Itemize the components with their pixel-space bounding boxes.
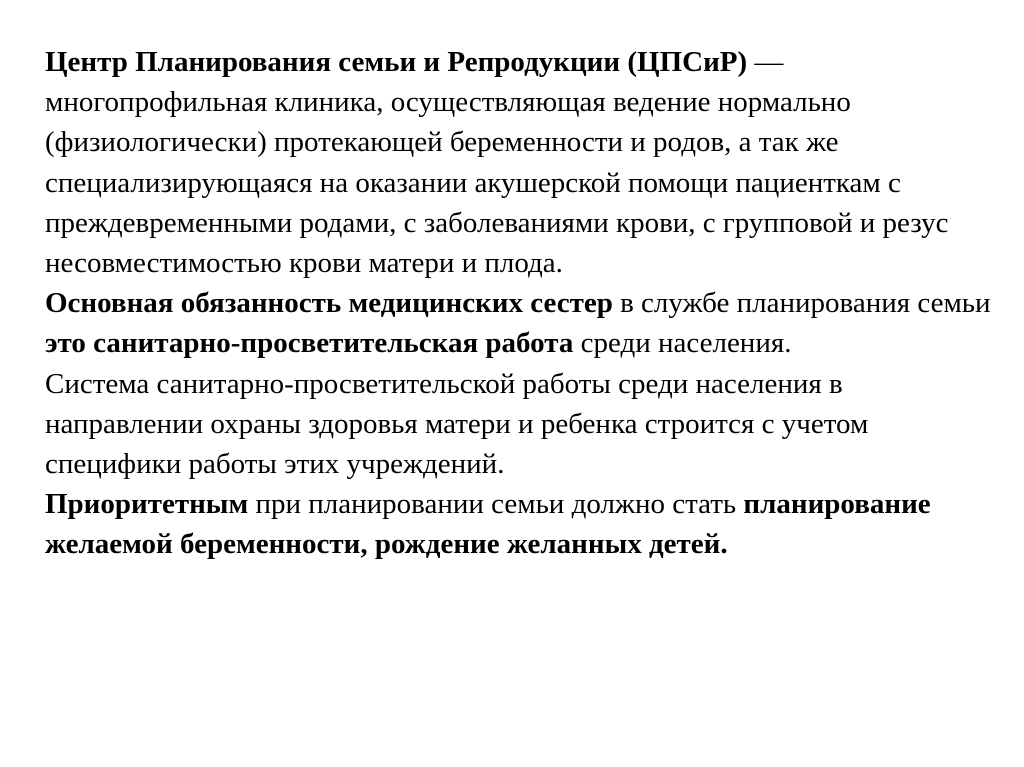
paragraph-priority <box>45 484 995 564</box>
nurse-duty-text-end: среди населения. <box>573 327 792 360</box>
paragraph-education-system <box>45 364 995 485</box>
clinic-name: Центр Планирования семьи и Репродукции (ЦПСиР) <box>45 46 748 78</box>
priority-text: при планировании семьи должно стать <box>248 488 744 521</box>
paragraph-clinic-description <box>45 42 995 283</box>
nurse-duty-emphasis: это санитарно-просветительская работа <box>45 327 574 360</box>
priority-emphasis: планирование желаемой беременности, рождение желанных детей. <box>45 488 931 561</box>
education-system-text: Система санитарно-просветительской работы среди населения в направлении охраны здоровья матери и ребенка строится с учетом специфики работы этих учреждений. <box>45 367 869 481</box>
nurse-duty-heading: Основная обязанность медицинских сестер <box>45 287 613 320</box>
nurse-duty-text: в службе планирования семьи <box>612 287 991 320</box>
clinic-description-text: — многопрофильная клиника, осуществляющая ведение нормально (физиологически) протекающей беременности и родов, а так же специализирующаяся на оказании акушерской помощи пациенткам с преждевременными родами, с заболеваниями крови, с групповой и резус несовместимостью крови матери и плода. <box>45 46 949 280</box>
priority-heading: Приоритетным <box>45 488 249 521</box>
slide-text-body <box>45 42 995 565</box>
paragraph-nurse-duty <box>45 283 995 363</box>
